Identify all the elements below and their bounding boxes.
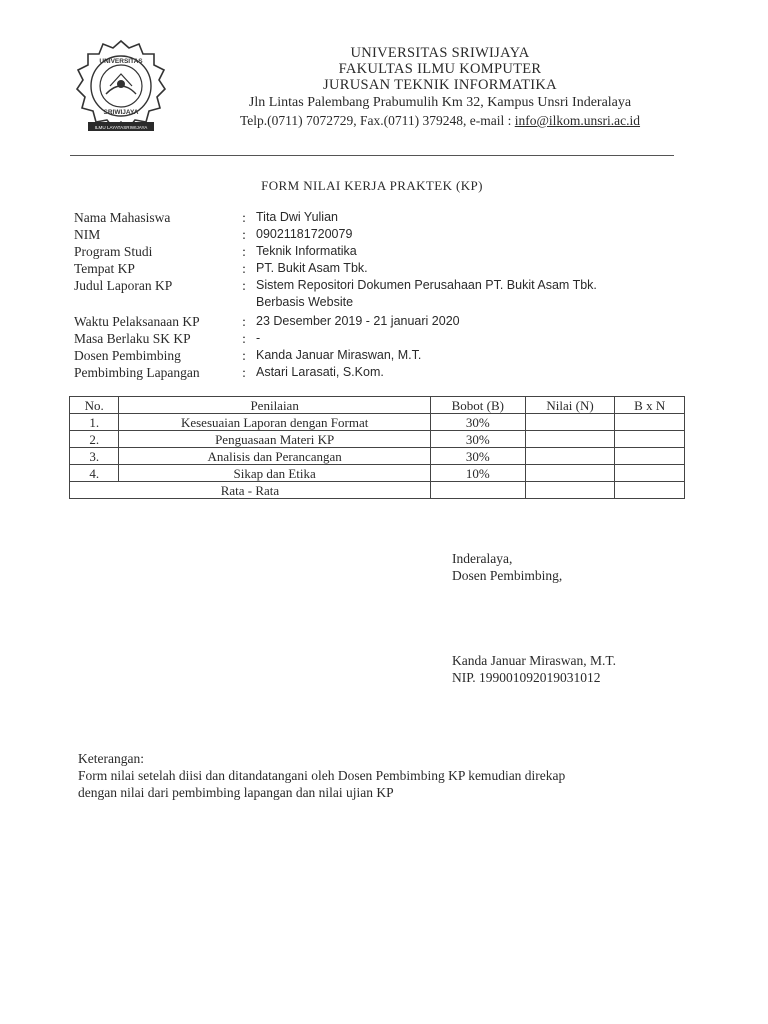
average-label: Rata - Rata [70,482,431,499]
row-assessment: Penguasaan Materi KP [119,431,431,448]
row-score-cell[interactable] [525,465,615,482]
info-label: Waktu Pelaksanaan KP [74,314,200,329]
row-weighted-cell[interactable] [615,465,685,482]
row-weight: 30% [430,448,525,465]
info-row-nim [74,226,694,243]
contact-text: Telp.(0711) 7072729, Fax.(0711) 379248, e-mail : [239,113,515,128]
info-label: Dosen Pembimbing [74,348,181,363]
average-weighted-cell[interactable] [615,482,685,499]
info-value: Astari Larasati, S.Kom. [256,365,384,379]
info-row-place [74,260,694,277]
info-row-field-supervisor [74,364,694,381]
average-score-cell[interactable] [525,482,615,499]
table-row [70,448,685,465]
info-separator: : [242,278,246,293]
row-no: 3. [70,448,119,465]
row-assessment: Kesesuaian Laporan dengan Format [119,414,431,431]
info-label: NIM [74,227,101,242]
row-weight: 10% [430,465,525,482]
info-row-validity [74,330,694,347]
report-title-line1: Sistem Repositori Dokumen Perusahaan PT. Bukit Asam Tbk. [256,278,597,292]
table-row [70,431,685,448]
student-info [74,209,694,381]
info-row-name [74,209,694,226]
info-separator: : [242,210,246,225]
row-no: 1. [70,414,119,431]
signature-place: Inderalaya, [452,551,513,566]
department-name: JURUSAN TEKNIK INFORMATIKA [323,77,557,93]
notes-label: Keterangan: [78,751,144,766]
row-score-cell[interactable] [525,431,615,448]
header-assessment: Penilaian [119,397,431,414]
svg-text:ILMU LAYATASRIWIJAYA: ILMU LAYATASRIWIJAYA [94,125,148,130]
info-label: Tempat KP [74,261,135,276]
table-header-row [70,397,685,414]
info-label: Nama Mahasiswa [74,210,171,225]
info-value: - [256,331,261,345]
row-assessment: Sikap dan Etika [119,465,431,482]
info-row-program [74,243,694,260]
signature-role: Dosen Pembimbing, [452,568,563,583]
signatory-nip: NIP. 199001092019031012 [452,670,601,685]
signatory-name: Kanda Januar Miraswan, M.T. [452,653,616,668]
contact-line [200,112,680,129]
info-value: Kanda Januar Miraswan, M.T. [256,348,422,362]
notes-line-1: Form nilai setelah diisi dan ditandatangani oleh Dosen Pembimbing KP kemudian direkap [78,768,566,783]
table-row [70,414,685,431]
info-separator: : [242,331,246,346]
info-row-supervisor [74,347,694,364]
row-no: 4. [70,465,119,482]
row-weight: 30% [430,414,525,431]
info-label: Pembimbing Lapangan [74,365,200,380]
average-weight-cell[interactable] [430,482,525,499]
info-separator: : [242,261,246,276]
info-row-period [74,313,694,330]
info-value: PT. Bukit Asam Tbk. [256,261,368,275]
info-separator: : [242,365,246,380]
row-weighted-cell[interactable] [615,414,685,431]
info-separator: : [242,244,246,259]
form-title: FORM NILAI KERJA PRAKTEK (KP) [261,178,483,193]
notes-line-2: dengan nilai dari pembimbing lapangan dan nilai ujian KP [78,785,394,800]
info-value [256,277,694,311]
info-row-title [74,277,694,311]
table-footer-row [70,482,685,499]
info-value: 09021181720079 [256,227,353,241]
row-score-cell[interactable] [525,448,615,465]
row-weighted-cell[interactable] [615,448,685,465]
notes [78,750,698,801]
faculty-name: FAKULTAS ILMU KOMPUTER [338,61,542,77]
signatory [452,652,616,686]
row-score-cell[interactable] [525,414,615,431]
svg-text:UNIVERSITAS: UNIVERSITAS [99,58,143,65]
row-assessment: Analisis dan Perancangan [119,448,431,465]
svg-text:SRIWIJAYA: SRIWIJAYA [103,109,139,116]
grading-table [69,396,685,499]
header-score: Nilai (N) [525,397,615,414]
table-row [70,465,685,482]
header-weighted: B x N [615,397,685,414]
report-title-line2: Berbasis Website [256,295,354,309]
letterhead [200,45,680,129]
row-no: 2. [70,431,119,448]
address-line: Jln Lintas Palembang Prabumulih Km 32, Kampus Unsri Inderalaya [248,95,632,110]
row-weight: 30% [430,431,525,448]
info-label: Program Studi [74,244,153,259]
row-weighted-cell[interactable] [615,431,685,448]
info-value: Teknik Informatika [256,244,357,258]
signature-block [452,550,562,584]
university-logo [74,38,168,136]
info-label: Judul Laporan KP [74,278,173,293]
info-separator: : [242,348,246,363]
info-separator: : [242,314,246,329]
info-value: 23 Desember 2019 - 21 januari 2020 [256,314,460,328]
info-value: Tita Dwi Yulian [256,210,338,224]
header-weight: Bobot (B) [430,397,525,414]
university-name: UNIVERSITAS SRIWIJAYA [350,45,530,61]
info-separator: : [242,227,246,242]
email-link[interactable]: info@ilkom.unsri.ac.id [514,113,641,128]
header-no: No. [70,397,119,414]
info-label: Masa Berlaku SK KP [74,331,191,346]
header-divider [70,155,674,156]
